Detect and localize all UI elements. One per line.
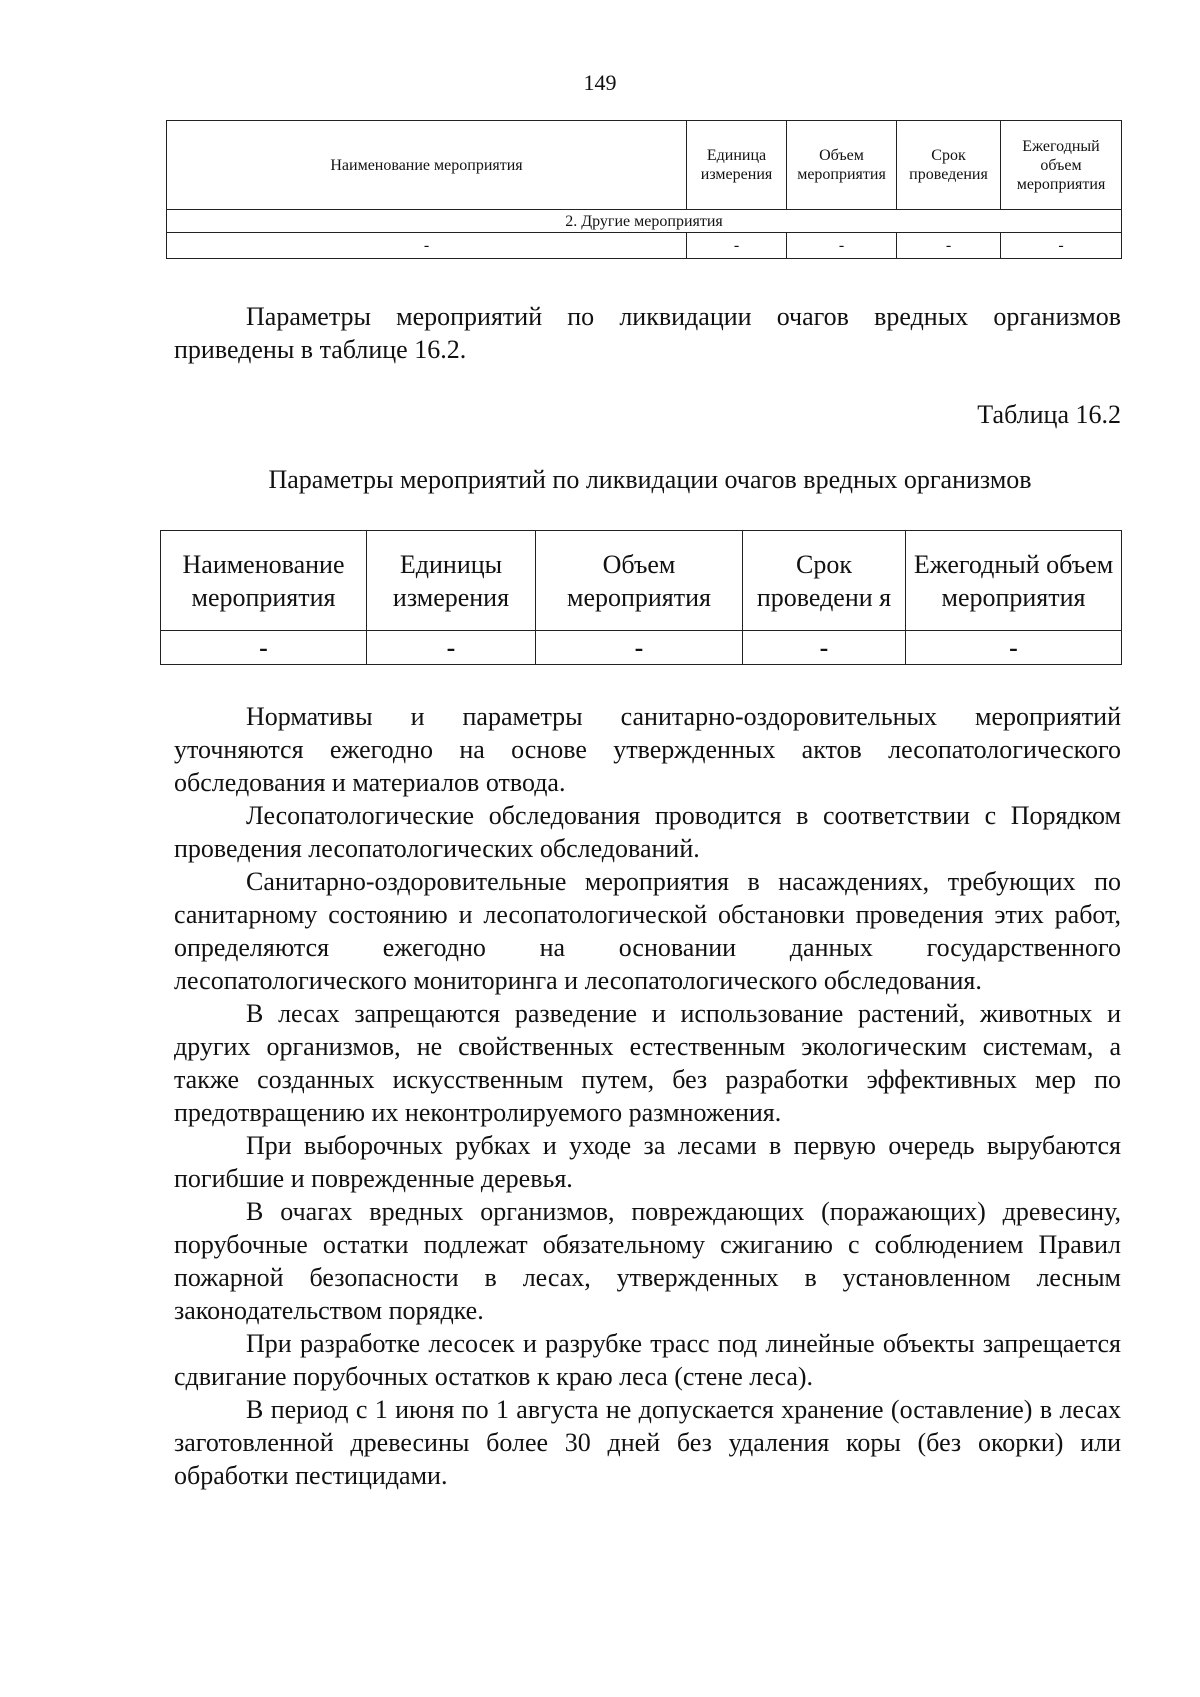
- paragraph: В очагах вредных организмов, повреждающих (поражающих) древесину, порубочные остатки подлежат обязательному сжиганию с соблюдением Правил пожарной безопасности в лесах, утвержденных в установленном лесным законодательством порядке.: [174, 1197, 1121, 1325]
- page-number: 149: [583, 70, 617, 95]
- table-cell: -: [743, 631, 906, 665]
- table-header-cell: Единица измерения: [687, 121, 787, 210]
- table-cell: -: [1001, 233, 1122, 259]
- table-cell: -: [897, 233, 1001, 259]
- table-cell: -: [161, 631, 367, 665]
- paragraph: В лесах запрещаются разведение и использование растений, животных и других организмов, не свойственных естественным экологическим системам, а также созданных искусственным путем, без разработки эффективных мер по предотвращению их неконтролируемого размножения.: [174, 999, 1121, 1127]
- paragraph: При выборочных рубках и уходе за лесами в первую очередь вырубаются погибшие и поврежденные деревья.: [174, 1131, 1121, 1193]
- table-header-cell: Срок проведени я: [743, 531, 906, 631]
- table-cell: -: [906, 631, 1122, 665]
- table-row: [167, 233, 1122, 259]
- table-caption: Параметры мероприятий по ликвидации очагов вредных организмов: [268, 465, 1032, 494]
- paragraph: Санитарно-оздоровительные мероприятия в насаждениях, требующих по санитарному состоянию и лесопатологической обстановки проведения этих работ, определяются ежегодно на основании данных государственного лесопатологического мониторинга и лесопатологического обследования.: [174, 867, 1121, 995]
- table-cell: -: [367, 631, 536, 665]
- table-section-row: [167, 210, 1122, 233]
- table-cell: -: [167, 233, 687, 259]
- table-header-cell: Ежегодный объем мероприятия: [906, 531, 1122, 631]
- table-section-title: 2. Другие мероприятия: [167, 210, 1122, 233]
- table-cell: -: [787, 233, 897, 259]
- intro-paragraph: Параметры мероприятий по ликвидации очагов вредных организмов приведены в таблице 16.2.: [174, 302, 1121, 364]
- table-header-cell: Объем мероприятия: [536, 531, 743, 631]
- table-header-row: [167, 121, 1122, 210]
- table-header-cell: Наименование мероприятия: [167, 121, 687, 210]
- table-cell: -: [536, 631, 743, 665]
- table-header-cell: Наименование мероприятия: [161, 531, 367, 631]
- table-header-row: [161, 531, 1122, 631]
- table-header-cell: Объем мероприятия: [787, 121, 897, 210]
- table-other-measures: [166, 120, 1122, 259]
- paragraph: В период с 1 июня по 1 августа не допускается хранение (оставление) в лесах заготовленной древесины более 30 дней без удаления коры (без окорки) или обработки пестицидами.: [174, 1395, 1121, 1490]
- paragraph: Нормативы и параметры санитарно-оздоровительных мероприятий уточняются ежегодно на основе утвержденных актов лесопатологического обследования и материалов отвода.: [174, 702, 1121, 797]
- table-pest-measures: [160, 530, 1122, 665]
- table-header-cell: Ежегодный объем мероприятия: [1001, 121, 1122, 210]
- body-text: [174, 700, 1121, 1492]
- table-cell: -: [687, 233, 787, 259]
- paragraph: Лесопатологические обследования проводится в соответствии с Порядком проведения лесопатологических обследований.: [174, 801, 1121, 863]
- paragraph: При разработке лесосек и разрубке трасс под линейные объекты запрещается сдвигание порубочных остатков к краю леса (стене леса).: [174, 1329, 1121, 1391]
- table-row: [161, 631, 1122, 665]
- table-header-cell: Срок проведения: [897, 121, 1001, 210]
- table-header-cell: Единицы измерения: [367, 531, 536, 631]
- table-number: Таблица 16.2: [977, 400, 1121, 429]
